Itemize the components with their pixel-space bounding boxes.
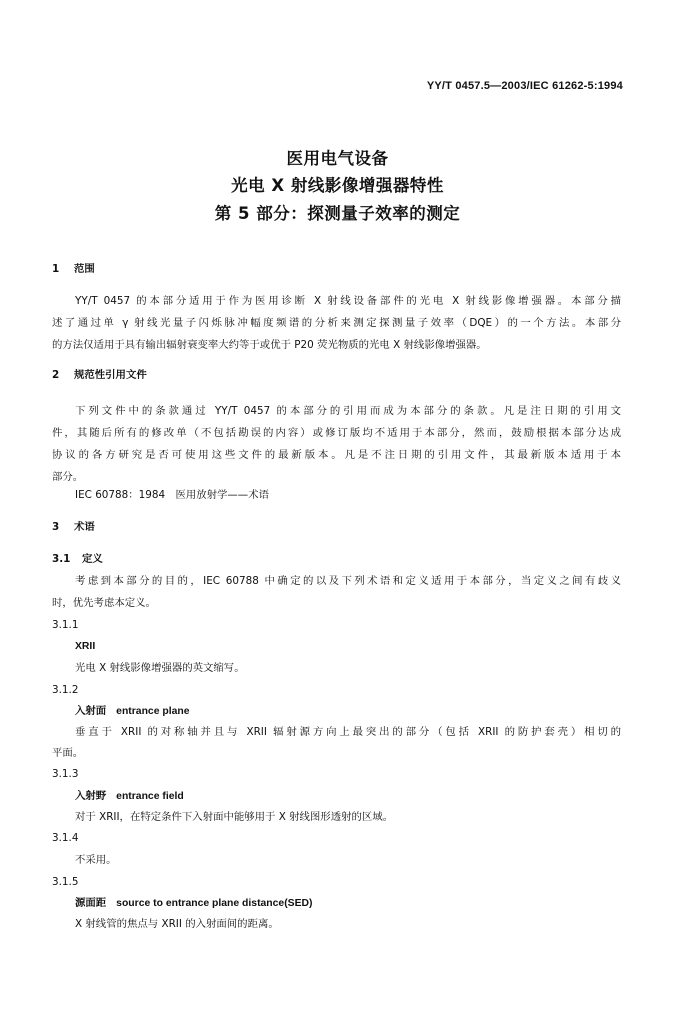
section-number: 2 — [52, 369, 60, 381]
paragraph-line: YY/T 0457 的本部分适用于作为医用诊断 X 射线设备部件的光电 X 射线影像增强器。本部分描 — [75, 295, 621, 307]
term-header — [75, 789, 184, 804]
term-name: 入射面 — [75, 705, 107, 717]
term-definition: X 射线管的焦点与 XRII 的入射面间的距离。 — [75, 918, 279, 930]
paragraph-line: 下列文件中的条款通过 YY/T 0457 的本部分的引用而成为本部分的条款。凡是注日期的引用文 — [75, 405, 621, 417]
section-number: 1 — [52, 263, 60, 275]
subsection-number: 3.1 — [52, 553, 71, 565]
term-definition: 垂直于 XRII 的对称轴并且与 XRII 辐射源方向上最突出的部分（包括 XRII 的防护套壳）相切的 — [75, 726, 621, 738]
section-2-heading — [52, 368, 147, 382]
reference-item: IEC 60788：1984 医用放射学——术语 — [75, 489, 269, 501]
term-english: entrance plane — [116, 706, 190, 717]
term-number: 3.1.1 — [52, 619, 79, 631]
paragraph-line: 的方法仅适用于具有输出辐射衰变率大约等于或优于 P20 荧光物质的光电 X 射线影像增强器。 — [52, 339, 487, 351]
paragraph-line: 协议的各方研究是否可使用这些文件的最新版本。凡是不注日期的引用文件，其最新版本适用于本 — [52, 449, 621, 461]
paragraph-line: 述了通过单 γ 射线光量子闪烁脉冲幅度频谱的分析来测定探测量子效率（DQE）的一个方法。本部分 — [52, 317, 621, 329]
term-number: 3.1.4 — [52, 832, 79, 844]
section-title: 规范性引用文件 — [74, 369, 147, 381]
title-line-3: 第 5 部分：探测量子效率的测定 — [214, 204, 461, 223]
section-1-heading — [52, 262, 95, 276]
title-line-2: 光电 X 射线影像增强器特性 — [231, 176, 444, 195]
term-name: XRII — [75, 641, 96, 652]
title-line-1: 医用电气设备 — [286, 149, 389, 168]
term-number: 3.1.2 — [52, 684, 79, 696]
paragraph-line: 件，其随后所有的修改单（不包括勘误的内容）或修订版均不适用于本部分，然而，鼓励根据本部分达成 — [52, 427, 621, 439]
term-name: 入射野 — [75, 790, 107, 802]
section-3-heading — [52, 520, 95, 534]
term-definition: 不采用。 — [75, 854, 117, 866]
term-header — [75, 704, 190, 719]
section-title: 术语 — [74, 521, 95, 533]
term-definition: 光电 X 射线影像增强器的英文缩写。 — [75, 662, 245, 674]
section-number: 3 — [52, 521, 60, 533]
paragraph-line: 时，优先考虑本定义。 — [52, 597, 156, 609]
section-title: 范围 — [74, 263, 95, 275]
paragraph-line: 考虑到本部分的目的，IEC 60788 中确定的以及下列术语和定义适用于本部分，当定义之间有歧义 — [75, 575, 621, 587]
term-number: 3.1.3 — [52, 768, 79, 780]
standard-code: YY/T 0457.5—2003/IEC 61262-5:1994 — [426, 80, 623, 92]
term-english: source to entrance plane distance(SED) — [116, 898, 313, 909]
term-name: 源面距 — [75, 897, 107, 909]
term-definition: 平面。 — [52, 747, 84, 759]
paragraph-line: 部分。 — [52, 471, 84, 483]
subsection-title: 定义 — [82, 553, 103, 565]
term-number: 3.1.5 — [52, 876, 79, 888]
term-english: entrance field — [116, 791, 184, 802]
subsection-3-1-heading — [52, 552, 103, 566]
term-header — [75, 896, 313, 911]
term-definition: 对于 XRII，在特定条件下入射面中能够用于 X 射线图形透射的区域。 — [75, 811, 394, 823]
